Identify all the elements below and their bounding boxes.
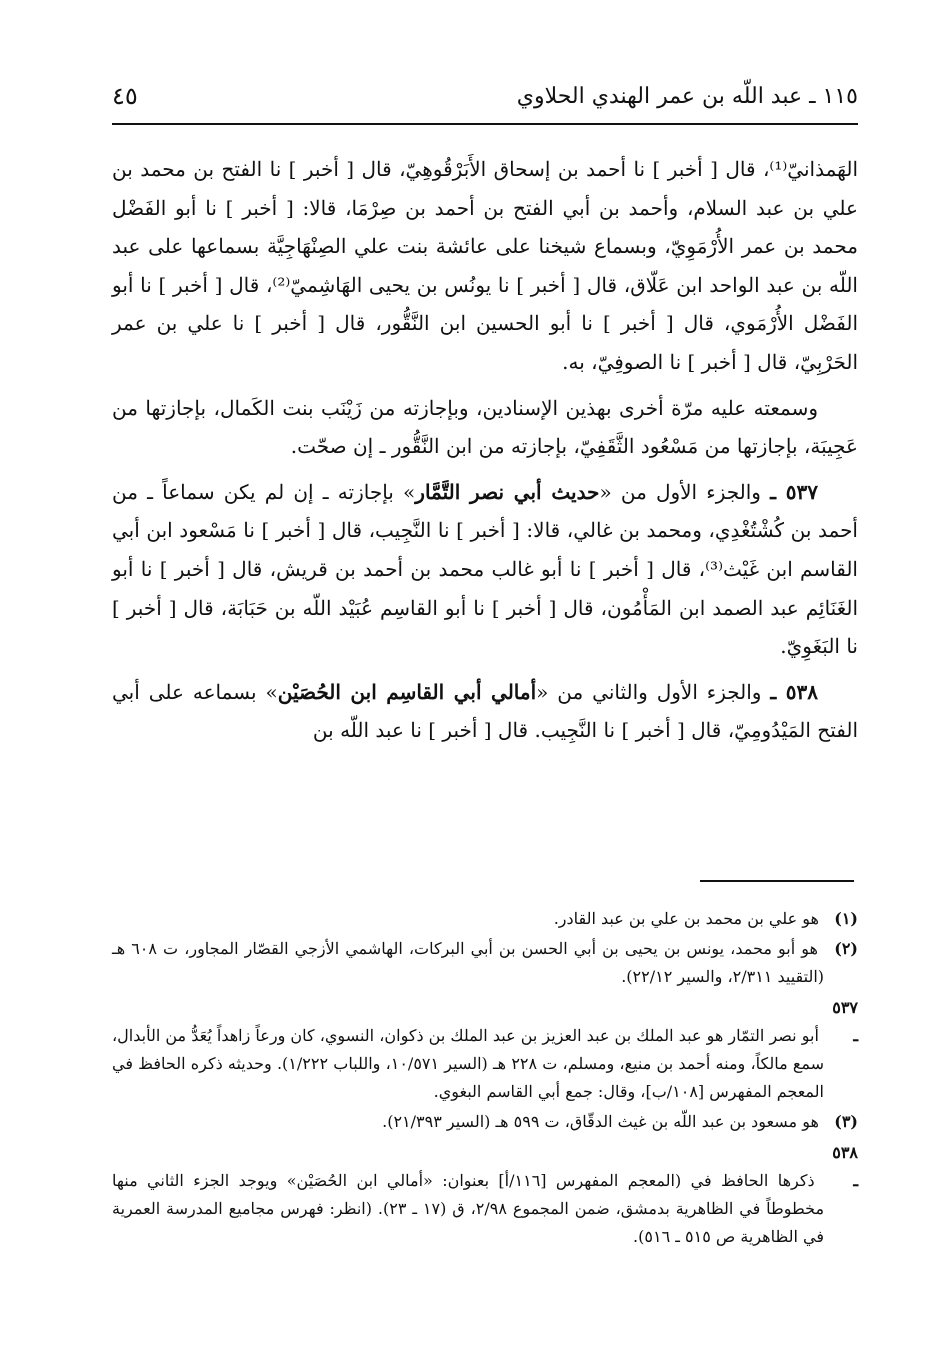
footnote-537: [112, 994, 858, 1107]
footnote-marker: (٢): [834, 939, 858, 959]
entry-537: [112, 473, 858, 666]
entry-text: » بسماعه على أبي الفتح المَيْدُومِيّ، قال [ أخبر ] نا النَّجِيب. قال [ أخبر ] نا عبد اللّه بن: [112, 679, 858, 743]
footnotes: [112, 905, 858, 1253]
entry-text: » بإجازته ـ إن لم يكن سماعاً ـ من أحمد بن كُشْتُغْدِي، ومحمد بن غالي، قالا: [ أخبر ] نا النَّجِيب، قال [ أخبر ] نا مَسْعود ابن أبي القاسم ابن غَيْث⁽³⁾، قال [ أخبر ] نا أبو غالب محمد بن أحمد بن قريش، قال [ أخبر ] نا أبو الغَنَائِم عبد الصمد ابن المَأْمُون، قال [ أخبر ] نا أبو القاسِم عُبَيْد اللّه بن حَبَابَة، قال [ أخبر ] نا البَغَوِيّ.: [112, 479, 858, 659]
footnote-text: هو أبو محمد، يونس بن يحيى بن أبي الحسن بن أبي البركات، الهاشمي الأزجي القصّار المجاور، ت ٦٠٨ هـ (التقييد ٢/٣١١، والسير ٢٢/١٢).: [112, 939, 824, 987]
page-header: [112, 74, 858, 118]
paragraph-2: وسمعته عليه مرّة أخرى بهذين الإسنادين، وبإجازته من زَيْنَب بنت الكَمال، بإجازتها من عَجِيبَة، بإجازتها من مَسْعُود الثَّقَفِيّ، بإجازته من ابن النَّقُّور ـ إن صحّت.: [112, 395, 858, 459]
page-number: ٤٥: [112, 82, 138, 110]
header-rule: [112, 123, 858, 125]
paragraph-1: الهَمذانيّ⁽¹⁾، قال [ أخبر ] نا أحمد بن إسحاق الأَبَرْقُوهِيّ، قال [ أخبر ] نا الفتح بن محمد بن علي بن عبد السلام، وأحمد بن أبي الفتح بن أحمد بن صِرْمَا، قالا: [ أخبر ] نا أبو الفَضْل محمد بن عمر الأُرْمَوِيّ، وبسماع شيخنا على عائشة بنت علي الصِنْهَاجِيَّة بسماعها على عبد اللّه بن عبد الواحد ابن عَلّاق، قال [ أخبر ] نا يونُس بن يحيى الهَاشِميّ⁽²⁾، قال [ أخبر ] نا أبو الفَضْل الأُرْمَوي، قال [ أخبر ] نا أبو الحسين ابن النَّقُّور، قال [ أخبر ] نا علي بن عمر الحَرْبِيّ، قال [ أخبر ] نا الصوفِيّ، به.: [112, 157, 858, 374]
entry-title: حديث أبي نصر التَّمَّار: [415, 479, 600, 504]
footnote-text: ذكرها الحافظ في (المعجم المفهرس [١١٦/أ] بعنوان: «أمالي ابن الحُصَيْن» ويوجد الجزء الثاني منها مخطوطاً في الظاهرية بدمشق، ضمن المجموع ٢/٩٨، ق (١٧ ـ ٢٣). (انظر: فهرس مجاميع المدرسة العمرية في الظاهرية ص ٥١٥ ـ ٥١٦).: [112, 1170, 825, 1247]
entry-title: أمالي أبي القاسِم ابن الحُصَيْن: [277, 679, 537, 704]
footnote-marker: (١): [834, 909, 858, 928]
footnote-marker: ٥٣٨ ـ: [832, 1142, 858, 1190]
entry-number: ٥٣٨ ـ: [770, 679, 819, 704]
footnote-marker: (٣): [834, 1112, 858, 1132]
entry-538: [112, 673, 858, 750]
footnote-marker: ٥٣٧ ـ: [832, 997, 858, 1045]
footnote-538: [112, 1139, 858, 1252]
footnote-text: هو مسعود بن عبد اللّه بن غيث الدقّاق، ت ٥٩٩ هـ (السير ٢١/٣٩٣).: [382, 1112, 819, 1132]
entry-lead: والجزء الأول من «: [599, 479, 771, 504]
footnote-2: [112, 935, 858, 991]
footnote-text: أبو نصر التمّار هو عبد الملك بن عبد العزيز بن عبد الملك بن ذكوان، النسوي، كان ورعاً زاهداً يُعَدُّ من الأبدال، سمع مالكاً، ومنه أحمد بن منيع، ومسلم، ت ٢٢٨ هـ (السير ١٠/٥٧١، واللباب ١/٢٢٢). وحديثه ذكره الحافظ في المعجم المفهرس [١٠٨/ب]، وقال: جمع أبي القاسم البغوي.: [112, 1025, 825, 1102]
footnote-text: هو علي بن محمد بن علي بن عبد القادر.: [553, 909, 819, 928]
footnote-rule: [700, 880, 854, 882]
footnote-3: [112, 1108, 858, 1136]
footnote-1: [112, 905, 858, 933]
running-title: ١١٥ ـ عبد اللّه بن عمر الهندي الحلاوي: [516, 83, 858, 109]
entry-number: ٥٣٧ ـ: [770, 479, 818, 504]
entry-lead: والجزء الأول والثاني من «: [536, 679, 771, 704]
main-text: [112, 150, 858, 750]
